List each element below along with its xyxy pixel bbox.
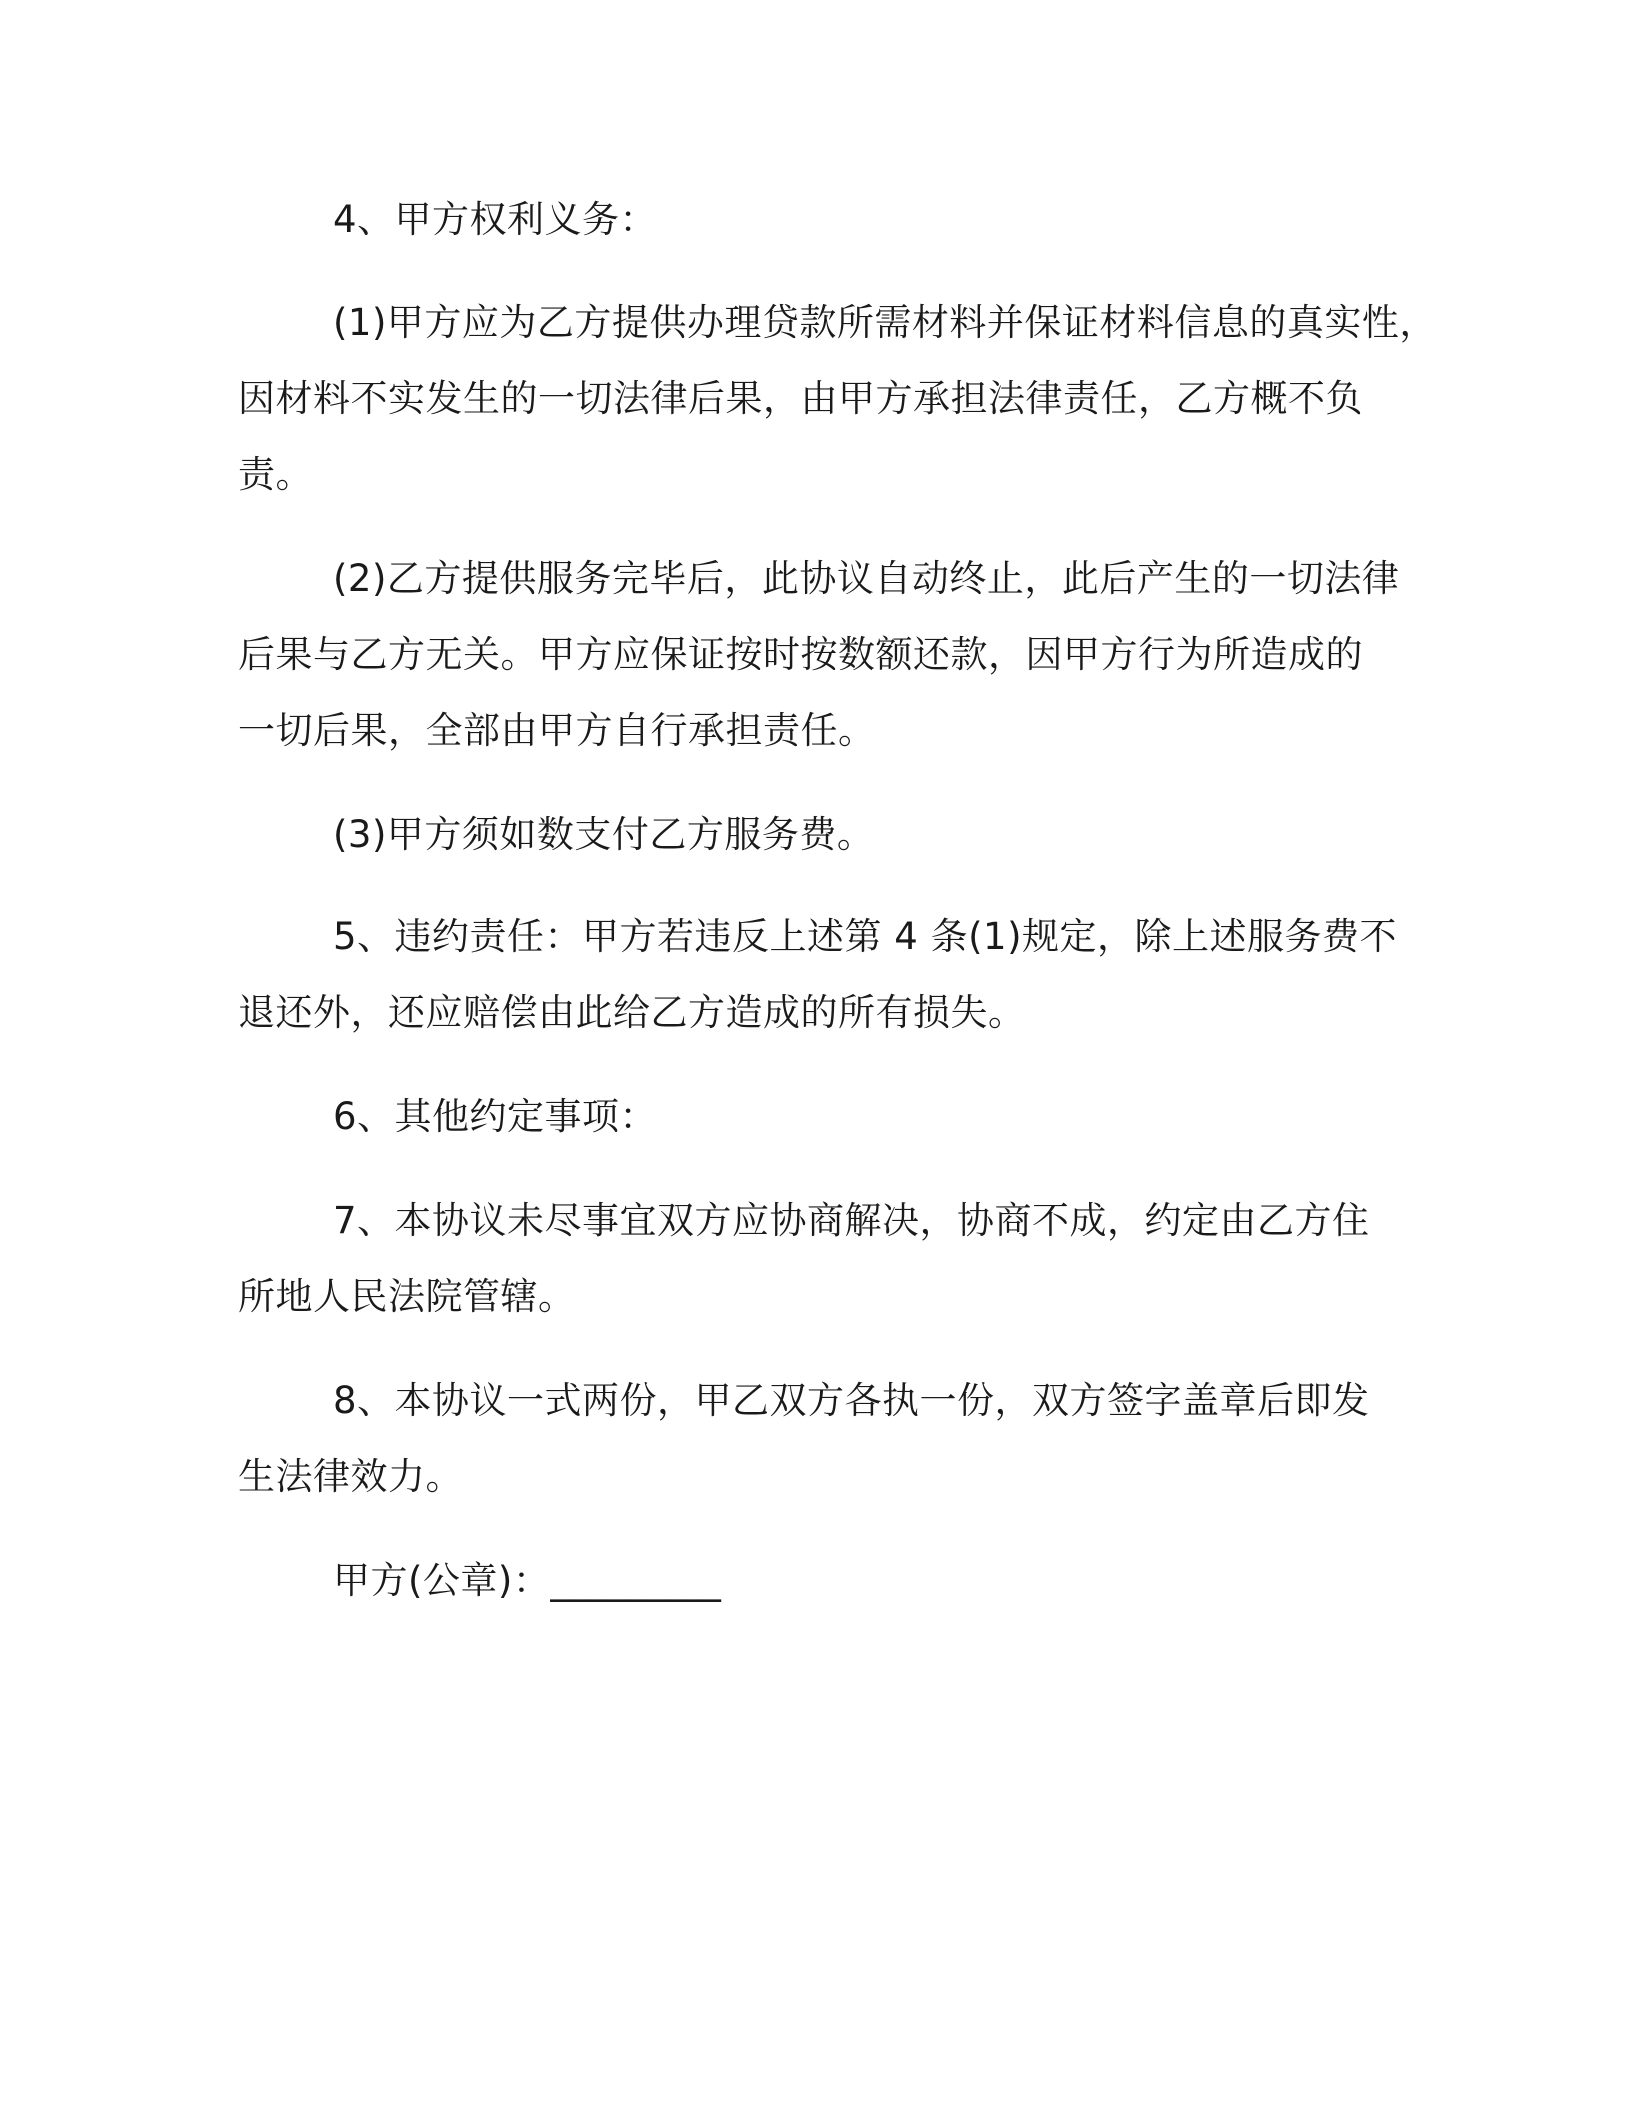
clause-7-line-2: 所地人民法院管辖。	[238, 1275, 576, 1318]
clause-5-line-2: 退还外，还应赔偿由此给乙方造成的所有损失。	[238, 991, 1026, 1034]
clause-4-3: (3)甲方须如数支付乙方服务费。	[333, 813, 875, 856]
clause-4-1-line-1: (1)甲方应为乙方提供办理贷款所需材料并保证材料信息的真实性，	[333, 301, 1437, 344]
clause-4-2-line-3: 一切后果，全部由甲方自行承担责任。	[238, 709, 876, 752]
clause-7-line-1: 7、本协议未尽事宜双方应协商解决，协商不成，约定由乙方住	[333, 1199, 1370, 1242]
clause-4-2-line-1: (2)乙方提供服务完毕后，此协议自动终止，此后产生的一切法律	[333, 557, 1400, 600]
clause-4-2-line-2: 后果与乙方无关。甲方应保证按时按数额还款，因甲方行为所造成的	[238, 633, 1363, 676]
clause-6: 6、其他约定事项：	[333, 1095, 658, 1138]
clause-8-line-2: 生法律效力。	[238, 1455, 463, 1498]
clause-8-line-1: 8、本协议一式两份，甲乙双方各执一份，双方签字盖章后即发	[333, 1379, 1370, 1422]
clause-5-line-1: 5、违约责任：甲方若违反上述第 4 条(1)规定，除上述服务费不	[333, 915, 1398, 958]
party-a-seal-line: 甲方(公章)：_________	[333, 1559, 722, 1602]
clause-4-1-line-3: 责。	[238, 453, 313, 496]
clause-4-1-line-2: 因材料不实发生的一切法律后果，由甲方承担法律责任，乙方概不负	[238, 377, 1363, 420]
clause-4-heading: 4、甲方权利义务：	[333, 198, 658, 241]
